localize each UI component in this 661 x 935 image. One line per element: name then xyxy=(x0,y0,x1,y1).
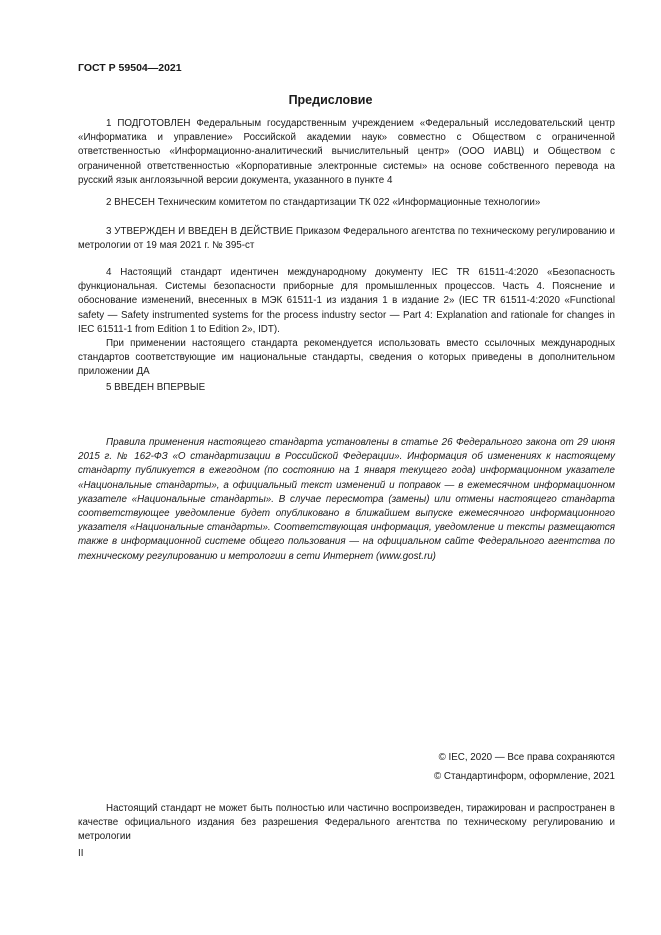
item-2-text: 2 ВНЕСЕН Техническим комитетом по стандартизации ТК 022 «Информационные технологии» xyxy=(106,197,541,208)
item-1 xyxy=(78,117,615,188)
reproduction-notice: Настоящий стандарт не может быть полностью или частично воспроизведен, тиражирован и распространен в качестве официального издания без разрешения Федерального агентства по техническому регулированию и метрологии xyxy=(78,803,615,843)
item-4 xyxy=(78,266,615,380)
copyright-standartinform: © Стандартинформ, оформление, 2021 xyxy=(433,771,615,782)
item-2 xyxy=(78,196,615,210)
page-number: II xyxy=(78,848,84,859)
item-5-text: 5 ВВЕДЕН ВПЕРВЫЕ xyxy=(106,382,206,393)
item-5 xyxy=(78,381,615,395)
page-title: Предисловие xyxy=(288,93,373,107)
copyright-iec: © IEC, 2020 — Все права сохраняются xyxy=(438,752,615,763)
item-1-text: 1 ПОДГОТОВЛЕН Федеральным государственным учреждением «Федеральный исследовательский центр «Информатика и управление» Российской академии наук» совместно с Обществом с ограниченной ответственностью «Информационно-аналитический вычислительный центр» (ООО ИАВЦ) и Обществом с ограниченной ответственностью «Корпоративные электронные системы» на основе собственного перевода на русский язык англоязычной версии документа, указанного в пункте 4 xyxy=(78,118,615,186)
item-4-note: При применении настоящего стандарта рекомендуется использовать вместо ссылочных международных стандартов соответствующие им национальные стандарты, сведения о которых приведены в дополнительном приложении ДА xyxy=(78,338,615,378)
standard-code: ГОСТ Р 59504—2021 xyxy=(78,62,182,74)
item-3-text: 3 УТВЕРЖДЕН И ВВЕДЕН В ДЕЙСТВИЕ Приказом Федерального агентства по техническому регулированию и метрологии от 19 мая 2021 г. № 395-ст xyxy=(78,226,615,252)
item-3 xyxy=(78,225,615,253)
application-notice: Правила применения настоящего стандарта установлены в статье 26 Федерального закона от 29 июня 2015 г. № 162-ФЗ «О стандартизации в Российской Федерации». Информация об изменениях к настоящему стандарту публикуется в ежегодном (по состоянию на 1 января текущего года) информационном указателе «Национальные стандарты», а официальный текст изменений и поправок — в ежемесячном информационном указателе «Национальные стандарты». В случае пересмотра (замены) или отмены настоящего стандарта соответствующее уведомление будет опубликовано в ближайшем выпуске ежемесячного информационного указателя «Национальные стандарты». Соответствующая информация, уведомление и тексты размещаются также в информационной системе общего пользования — на официальном сайте Федерального агентства по техническому регулированию и метрологии в сети Интернет (www.gost.ru) xyxy=(78,437,615,562)
item-4-text: 4 Настоящий стандарт идентичен международному документу IEC TR 61511-4:2020 «Безопасность функциональная. Системы безопасности приборные для промышленных процессов. Часть 4. Пояснение и обоснование изменений, внесенных в МЭК 61511-1 из издания 1 в издание 2» (IEC TR 61511-4:2020 «Functional safety — Safety instrumented systems for the process industry sector — Part 4: Explanation and rationale for changes in IEC 61511-1 from Edition 1 to Edition 2», IDT). xyxy=(78,267,615,335)
